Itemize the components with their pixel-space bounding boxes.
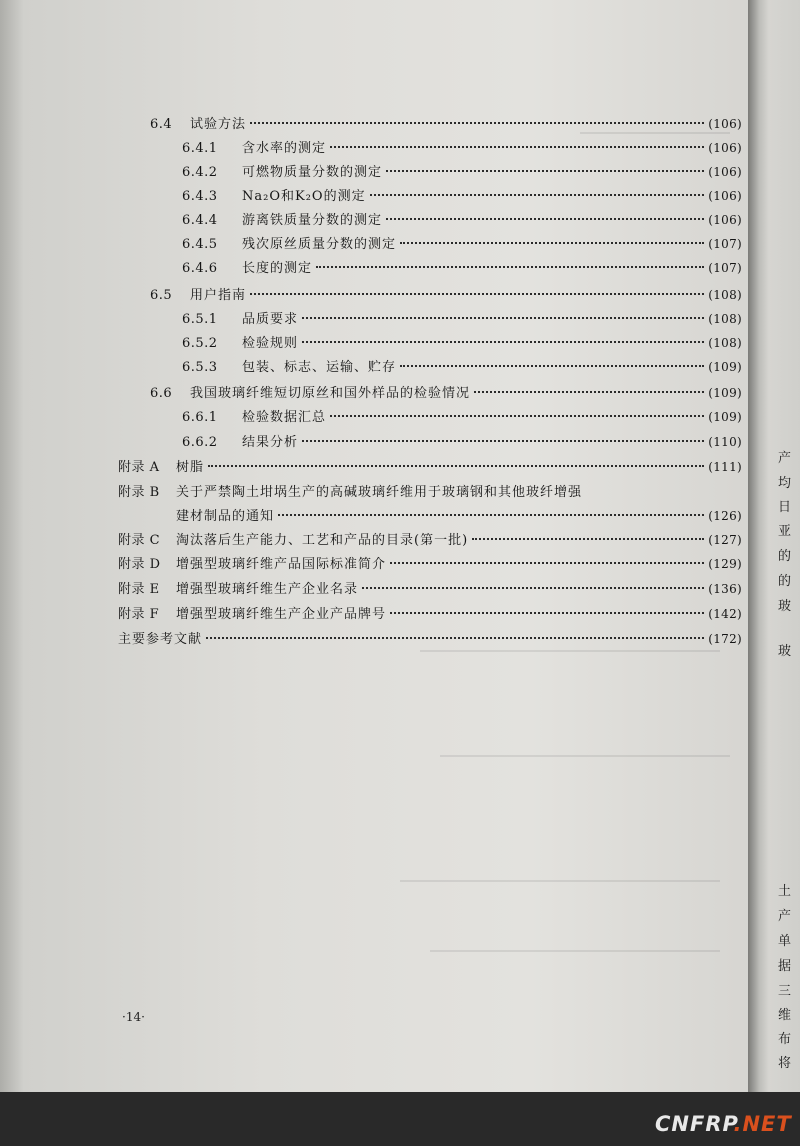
toc-title: 长度的测定	[242, 261, 313, 276]
toc-page: (136)	[708, 582, 742, 596]
toc-number: 附录 C	[118, 533, 161, 548]
toc-title: 结果分析	[242, 435, 299, 450]
dot-leader	[250, 293, 704, 295]
toc-title: 含水率的测定	[242, 141, 327, 156]
book-gutter	[748, 0, 800, 1146]
dot-leader	[250, 122, 704, 124]
facing-page-fragment: 产	[778, 451, 792, 466]
facing-page-fragment: 将	[778, 1056, 792, 1071]
dot-leader	[302, 440, 704, 442]
toc-title: 试验方法	[190, 117, 247, 132]
facing-page-fragment: 产	[778, 909, 792, 924]
toc-number: 6.4.1	[182, 141, 218, 156]
toc-page: (142)	[708, 607, 742, 621]
facing-page-fragment: 单	[778, 934, 792, 949]
toc-entry[interactable]	[118, 578, 742, 600]
toc-page: (126)	[708, 509, 742, 523]
toc-number: 6.5.3	[182, 360, 218, 375]
toc-number: 6.5	[150, 288, 173, 303]
toc-title: 可燃物质量分数的测定	[242, 165, 383, 180]
toc-page: (108)	[708, 336, 742, 350]
toc-title: 游离铁质量分数的测定	[242, 213, 383, 228]
facing-page-fragment: 据	[778, 959, 792, 974]
toc-number: 6.4.4	[182, 213, 218, 228]
toc-number: 6.5.1	[182, 312, 218, 327]
dot-leader	[362, 587, 704, 589]
toc-title: Na₂O和K₂O的测定	[242, 189, 366, 204]
toc-entry[interactable]	[150, 382, 742, 404]
toc-page: (108)	[708, 312, 742, 326]
toc-number: 附录 E	[118, 582, 160, 597]
dot-leader	[330, 415, 704, 417]
toc-entry[interactable]	[182, 161, 742, 183]
toc-entry[interactable]	[118, 456, 742, 478]
toc-entry[interactable]	[150, 284, 742, 306]
toc-entry[interactable]	[182, 233, 742, 255]
dot-leader	[390, 612, 704, 614]
dot-leader	[386, 218, 704, 220]
toc-entry[interactable]	[118, 529, 742, 551]
dot-leader	[400, 242, 704, 244]
toc-entry[interactable]	[182, 356, 742, 378]
binding-shadow	[0, 0, 24, 1092]
toc-title: 主要参考文献	[118, 632, 203, 647]
toc-entry[interactable]	[182, 406, 742, 428]
toc-entry[interactable]	[182, 431, 742, 453]
dot-leader	[208, 465, 704, 467]
toc-page: (106)	[708, 189, 742, 203]
toc-page: (111)	[708, 460, 742, 474]
toc-number: 6.4.6	[182, 261, 218, 276]
facing-page-fragment: 三	[778, 984, 792, 999]
toc-number: 附录 A	[118, 460, 160, 475]
toc-entry[interactable]	[182, 209, 742, 231]
toc-number: 6.6.1	[182, 410, 218, 425]
toc-page: (107)	[708, 237, 742, 251]
toc-entry[interactable]	[118, 481, 742, 503]
dot-leader	[474, 391, 704, 393]
facing-page-fragment: 维	[778, 1008, 792, 1023]
watermark-domain: .NET	[733, 1112, 792, 1136]
toc-page: (108)	[708, 288, 742, 302]
toc-title: 残次原丝质量分数的测定	[242, 237, 397, 252]
toc-title: 用户指南	[190, 288, 247, 303]
toc-entry[interactable]	[150, 113, 742, 135]
toc-entry[interactable]	[118, 603, 742, 625]
page-number: ·14·	[122, 1010, 145, 1024]
dot-leader	[330, 146, 704, 148]
toc-entry[interactable]	[182, 332, 742, 354]
dot-leader	[472, 538, 704, 540]
dot-leader	[302, 341, 704, 343]
toc-page: (106)	[708, 141, 742, 155]
toc-number: 附录 F	[118, 607, 160, 622]
toc-number: 附录 D	[118, 557, 161, 572]
toc-number: 6.6.2	[182, 435, 218, 450]
toc-entry[interactable]	[176, 505, 742, 527]
facing-page-fragment: 玻	[778, 644, 792, 659]
site-watermark	[655, 1112, 792, 1136]
toc-number: 6.5.2	[182, 336, 218, 351]
dot-leader	[302, 317, 704, 319]
toc-page: (109)	[708, 360, 742, 374]
toc-entry[interactable]	[118, 553, 742, 575]
watermark-brand: CNFRP	[655, 1112, 734, 1136]
toc-title: 增强型玻璃纤维产品国际标准简介	[176, 557, 387, 572]
bleed-through-line	[440, 755, 730, 757]
facing-page-fragment: 日	[778, 500, 792, 515]
toc-page: (106)	[708, 213, 742, 227]
toc-page: (107)	[708, 261, 742, 275]
facing-page-fragment: 布	[778, 1032, 792, 1047]
facing-page-fragment: 的	[778, 549, 792, 564]
toc-title: 树脂	[176, 460, 205, 475]
dot-leader	[386, 170, 704, 172]
toc-entry[interactable]	[182, 257, 742, 279]
bleed-through-line	[430, 950, 720, 952]
toc-page: (129)	[708, 557, 742, 571]
dot-leader	[278, 514, 704, 516]
toc-entry[interactable]	[182, 185, 742, 207]
facing-page-fragment: 亚	[778, 524, 792, 539]
toc-title: 检验数据汇总	[242, 410, 327, 425]
toc-number: 附录 B	[118, 485, 160, 500]
toc-entry[interactable]	[182, 137, 742, 159]
toc-title: 增强型玻璃纤维生产企业名录	[176, 582, 359, 597]
facing-page-fragment: 的	[778, 574, 792, 589]
toc-number: 6.6	[150, 386, 173, 401]
toc-page: (106)	[708, 117, 742, 131]
toc-page: (127)	[708, 533, 742, 547]
bleed-through-line	[400, 880, 720, 882]
toc-number: 6.4.2	[182, 165, 218, 180]
toc-title: 包装、标志、运输、贮存	[242, 360, 397, 375]
bleed-through-line	[420, 650, 720, 652]
toc-title: 我国玻璃纤维短切原丝和国外样品的检验情况	[190, 386, 471, 401]
facing-page-fragment: 土	[778, 884, 792, 899]
facing-page-fragment: 玻	[778, 599, 792, 614]
toc-page: (109)	[708, 410, 742, 424]
toc-entry[interactable]	[182, 308, 742, 330]
toc-title: 建材制品的通知	[176, 509, 275, 524]
toc-title: 品质要求	[242, 312, 299, 327]
toc-page: (106)	[708, 165, 742, 179]
dot-leader	[316, 266, 704, 268]
toc-page: (110)	[708, 435, 742, 449]
toc-entry[interactable]	[118, 628, 742, 650]
toc-title: 检验规则	[242, 336, 299, 351]
toc-page: (109)	[708, 386, 742, 400]
toc-title: 关于严禁陶土坩埚生产的高碱玻璃纤维用于玻璃钢和其他玻纤增强	[176, 485, 583, 500]
facing-page-fragment: 均	[778, 476, 792, 491]
toc-page: (172)	[708, 632, 742, 646]
toc-number: 6.4.3	[182, 189, 218, 204]
dot-leader	[206, 637, 704, 639]
toc-number: 6.4.5	[182, 237, 218, 252]
toc-number: 6.4	[150, 117, 173, 132]
dot-leader	[390, 562, 704, 564]
toc-title: 增强型玻璃纤维生产企业产品牌号	[176, 607, 387, 622]
dot-leader	[370, 194, 705, 196]
toc-title: 淘汰落后生产能力、工艺和产品的目录(第一批)	[176, 533, 469, 548]
dot-leader	[400, 365, 704, 367]
